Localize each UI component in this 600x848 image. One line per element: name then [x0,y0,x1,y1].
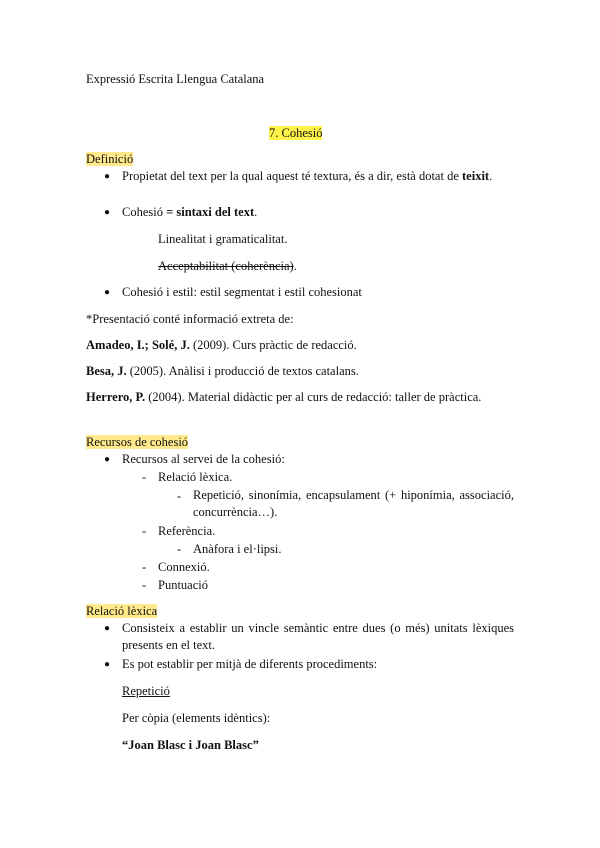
definicio-bullet-2: Cohesió = sintaxi del text. [122,205,258,219]
relacio-bullet-2: Es pot establir per mitjà de diferents procediments: [122,657,378,671]
repeticio-subheading: Repetició [122,684,170,698]
bullet-icon: ● [104,659,111,670]
recursos-item-referencia: Referència. [158,524,216,538]
definicio-bullet-1: Propietat del text per la qual aquest té textura, és a dir, està dotat de teixit. [122,169,493,183]
dash-marker: - [142,524,147,538]
recursos-subitem-anafora: Anàfora i el·lipsi. [193,542,282,556]
document-title: Expressió Escrita Llengua Catalana [86,72,265,86]
bullet-icon: ● [104,454,111,465]
relacio-bullet-1: Consisteix a establir un vincle semàntic entre dues (o més) unitats lèxiques presents en el text. [122,621,514,652]
section-title-text: 7. Cohesió [269,126,323,140]
relacio-heading: Relació lèxica [86,604,158,618]
bullet-icon: ● [104,207,111,218]
recursos-item-relacio: Relació lèxica. [158,470,233,484]
dash-marker: - [177,489,182,503]
bullet-icon: ● [104,623,111,634]
recursos-bullet-1: Recursos al servei de la cohesió: [122,452,285,466]
reference-2: Besa, J. (2005). Anàlisi i producció de textos catalans. [86,364,359,378]
section-title [269,125,322,141]
dash-marker: - [177,542,182,556]
recursos-subitem-repeticio: Repetició, sinonímia, encapsulament (+ hiponímia, associació, concurrència…). [193,488,514,519]
dash-marker: - [142,578,147,592]
reference-1: Amadeo, I.; Solé, J. (2009). Curs pràctic de redacció. [86,338,357,352]
recursos-heading: Recursos de cohesió [86,435,189,449]
dash-marker: - [142,470,147,484]
reference-3: Herrero, P. (2004). Material didàctic per al curs de redacció: taller de pràctica. [86,390,482,404]
refs-intro: *Presentació conté informació extreta de: [86,312,294,326]
repeticio-line: Per còpia (elements idèntics): [122,711,271,725]
bullet-icon: ● [104,287,111,298]
repeticio-example: “Joan Blasc i Joan Blasc” [122,738,259,752]
recursos-item-connexio: Connexió. [158,560,210,574]
definicio-sub-2: Acceptabilitat (coherència). [158,259,297,273]
definicio-sub-1: Linealitat i gramaticalitat. [158,232,288,246]
definicio-bullet-3: Cohesió i estil: estil segmentat i estil cohesionat [122,285,362,299]
dash-marker: - [142,560,147,574]
bullet-icon: ● [104,171,111,182]
definicio-heading: Definició [86,152,134,166]
recursos-item-puntuacio: Puntuació [158,578,208,592]
